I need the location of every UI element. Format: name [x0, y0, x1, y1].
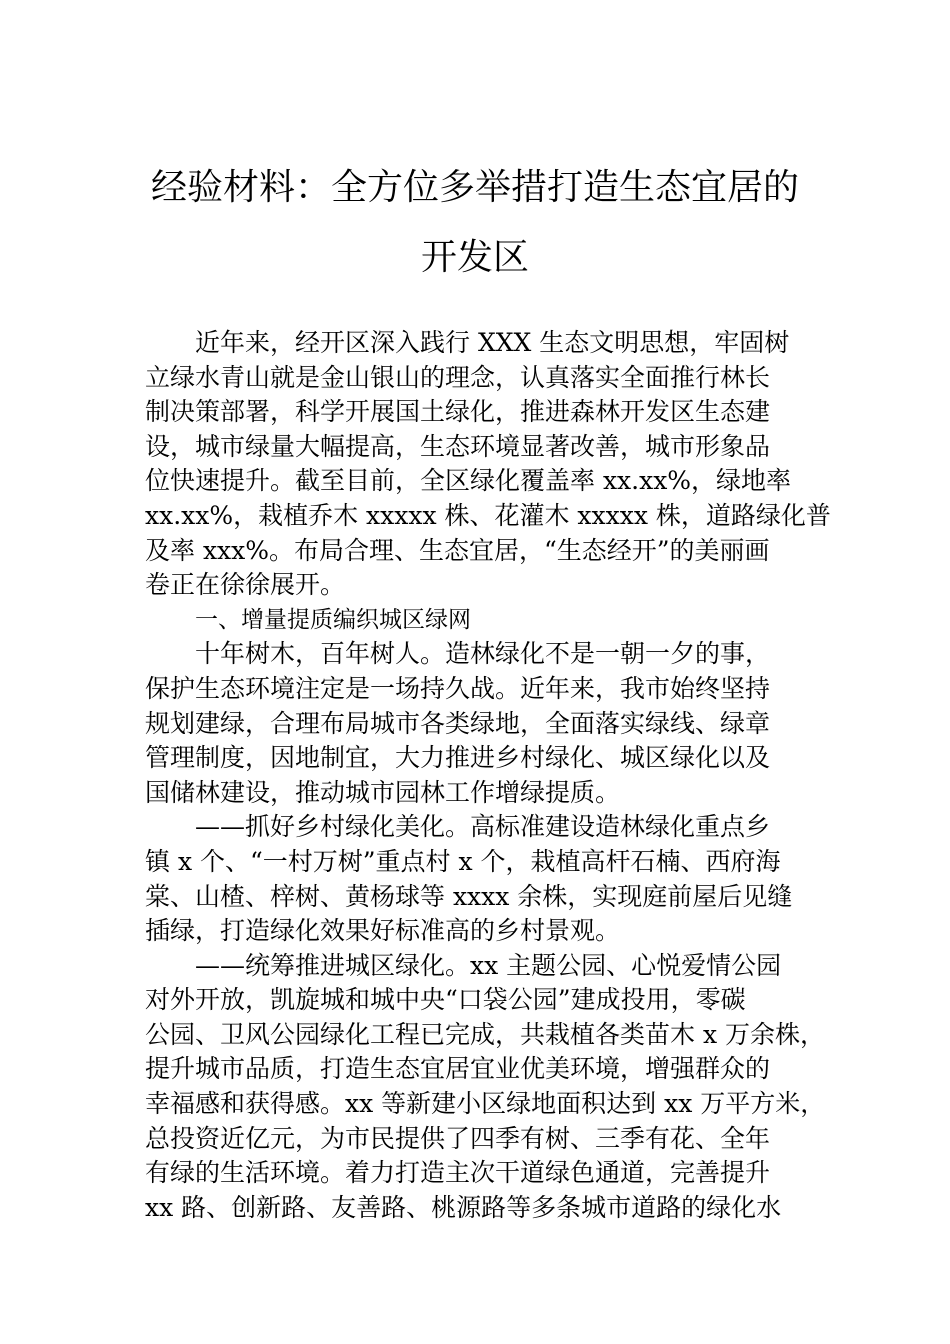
body-text-line: 设，城市绿量大幅提高，生态环境显著改善，城市形象品 [145, 431, 771, 461]
section-heading: 一、增量提质编织城区绿网 [195, 606, 471, 633]
body-text-line: xx.xx%，栽植乔木 xxxxx 株、花灌木 xxxxx 株，道路绿化普 [145, 500, 831, 530]
body-text-line: 镇 x 个、“一村万树”重点村 x 个，栽植高杆石楠、西府海 [145, 846, 781, 876]
body-text-line: 近年来，经开区深入践行 XXX 生态文明思想，牢固树 [195, 328, 790, 357]
document-title-line-2: 开发区 [420, 237, 529, 278]
body-text-line: 制决策部署，科学开展国土绿化，推进森林开发区生态建 [145, 397, 771, 427]
document-title-line-1: 经验材料：全方位多举措打造生态宜居的 [150, 167, 799, 208]
body-text-line: 国储林建设，推动城市园林工作增绿提质。 [145, 777, 621, 807]
body-text-line: 公园、卫风公园绿化工程已完成，共栽植各类苗木 x 万余株， [145, 1019, 825, 1049]
body-text-line: 保护生态环境注定是一场持久战。近年来，我市始终坚持 [145, 673, 771, 703]
body-text-line: ——统筹推进城区绿化。xx 主题公园、心悦爱情公园 [195, 950, 782, 980]
body-text-line: 提升城市品质，打造生态宜居宜业优美环境，增强群众的 [145, 1054, 771, 1084]
body-text-line: 规划建绿，合理布局城市各类绿地，全面落实绿线、绿章 [145, 708, 771, 738]
body-text-line: 幸福感和获得感。xx 等新建小区绿地面积达到 xx 万平方米， [145, 1089, 826, 1119]
body-text-line: 卷正在徐徐展开。 [145, 570, 346, 600]
body-text-line: ——抓好乡村绿化美化。高标准建设造林绿化重点乡 [195, 812, 771, 842]
document-body [145, 326, 835, 1225]
body-text-line: 总投资近亿元，为市民提供了四季有树、三季有花、全年 [145, 1123, 771, 1153]
body-text-line: 棠、山楂、梓树、黄杨球等 xxxx 余株，实现庭前屋后见缝 [145, 881, 793, 911]
body-text-line: 立绿水青山就是金山银山的理念，认真落实全面推行林长 [145, 362, 771, 392]
body-text-line: 管理制度，因地制宜，大力推进乡村绿化、城区绿化以及 [145, 743, 771, 773]
body-text-line: 位快速提升。截至目前，全区绿化覆盖率 xx.xx%，绿地率 [145, 466, 792, 496]
body-text-line: 对外开放，凯旋城和城中央“口袋公园”建成投用，零碳 [145, 985, 746, 1015]
body-text-line: 有绿的生活环境。着力打造主次干道绿色通道，完善提升 [145, 1158, 771, 1188]
body-text-line: 及率 xxx%。布局合理、生态宜居，“生态经开”的美丽画 [145, 535, 770, 565]
body-text-line: 十年树木，百年树人。造林绿化不是一朝一夕的事， [195, 639, 771, 669]
body-text-line: xx 路、创新路、友善路、桃源路等多条城市道路的绿化水 [145, 1192, 782, 1222]
body-text-line: 插绿，打造绿化效果好标准高的乡村景观。 [145, 916, 621, 946]
